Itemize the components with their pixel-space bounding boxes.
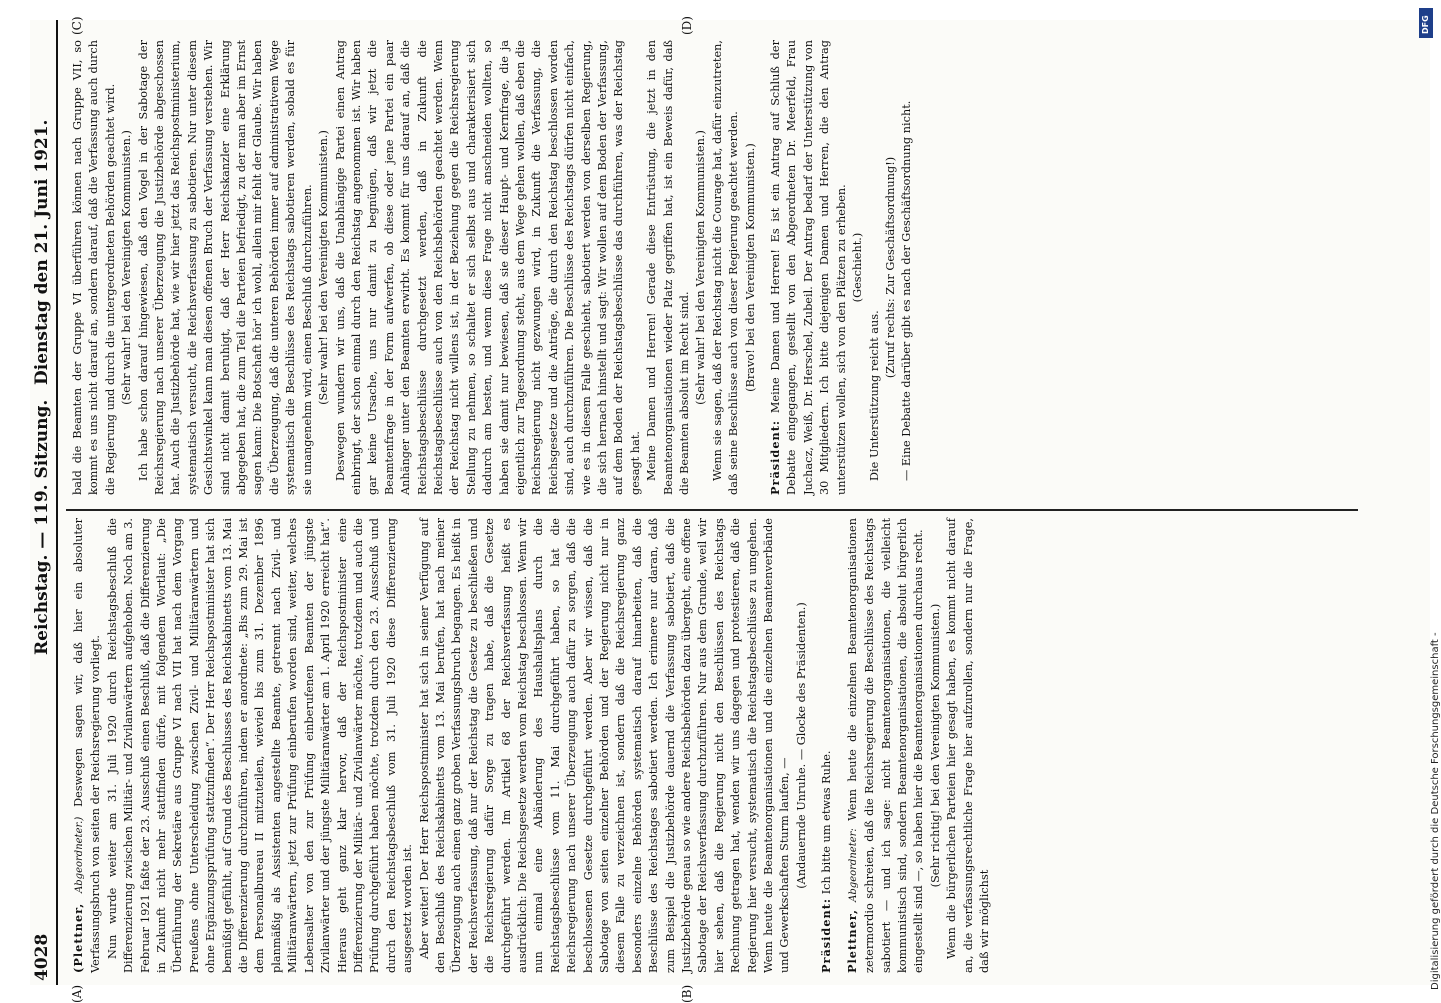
speaker-name: Präsident:	[768, 419, 783, 495]
paragraph: Deswegen wundern wir uns, daß die Unabhängige Partei einen Antrag einbringt, der schon einmal durch den Reichstag angenommen ist. Wir haben gar keine Ursache, uns nur damit zu begnügen, daß wir jetzt die Beamtenfrage in der Form aufwerfen, ob diese oder jene Partei ein paar Anhänger unter den Beamten erwirbt. Es kommt für uns darauf an, daß die Reichstagsbeschlüsse durchgesetzt werden, daß in Zukunft die Reichstagsbeschlüsse auch von den Reichsbehörden geachtet werden. Wenn der Reichstag nicht willens ist, in der Beziehung gegen die Reichsregierung Stellung zu nehmen, so schaltet er sich selbst aus und charakterisiert sich dadurch am besten, und wenn diese Frage nicht anschneiden wollten, so haben sie damit nur bewiesen, daß sie dieser Haupt- und Kernfrage, die ja eigentlich zur Tagesordnung steht, aus dem Wege gehen wollen, daß eben die Reichsregierung nicht gezwungen wird, in Zukunft die Verfassung, die Reichsgesetze und die Anträge, die durch den Reichstag beschlossen worden sind, auch durchzuführen. Die Beschlüsse des Reichstags dürfen nicht einfach, wie es in diesem Falle geschieht, sabotiert werden von derselben Regierung, die sich hernach hinstellt und sagt: Wir wollen auf dem Boden der Verfassung, auf dem Boden der Reichstagsbeschlüsse das durchführen, was der Reichstag gesagt hat.	[333, 40, 642, 495]
interjection: (Bravo! bei den Vereinigten Kommunisten.)	[743, 143, 757, 392]
paragraph: Wenn die bürgerlichen Parteien hier gesagt haben, es kommt nicht darauf an, die verfassungsrechtliche Frage hier aufzurollen, sondern nur die Frage, daß wir möglichst	[945, 518, 991, 973]
margin-mark-d: (D)	[680, 16, 694, 35]
paragraph: Wenn sie sagen, daß der Reichstag nicht die Courage hat, dafür einzutreten, daß seine Beschlüsse auch von dieser Regierung geachtet werden.	[710, 40, 741, 495]
paragraph: — Eine Debatte darüber gibt es nach der Geschäftsordnung nicht.	[900, 100, 914, 481]
speaker-name: Plettner,	[844, 909, 859, 973]
speaker-role: Abgeordneter:	[847, 828, 859, 902]
right-text-column	[70, 40, 1350, 495]
paragraph-text: Ich bitte um etwas Ruhe.	[820, 750, 834, 895]
interjection: (Sehr wahr! bei den Vereinigten Kommunisten.)	[694, 130, 708, 405]
interjection: (Sehr wahr! bei den Vereinigten Kommunisten.)	[120, 130, 134, 405]
paragraph-text: Meine Damen und Herren! Es ist ein Antrag auf Schluß der Debatte eingegangen, gestellt von den Abgeordneten Dr. Meerfeld, Frau Juchacz, Weiß, Dr. Herschel, Zubeil. Der Antrag bedarf der Unterstützung von 30 Mitgliedern. Ich bitte diejenigen Damen und Herren, die den Antrag unterstützen wollen, sich von den Plätzen zu erheben.	[769, 40, 848, 495]
interjection: (Zuruf rechts: Zur Geschäftsordnung!)	[883, 156, 897, 379]
interjection: (Sehr richtig! bei den Vereinigten Kommunisten.)	[928, 603, 942, 888]
interjection: (Sehr wahr! bei den Vereinigten Kommunisten.)	[317, 130, 331, 405]
interjection: (Geschieht.)	[851, 232, 865, 303]
speaker-role: Abgeordneter.)	[74, 816, 85, 893]
paragraph: Ich habe schon darauf hingewiesen, daß den Vogel in der Sabotage der Reichsregierung nach unserer Überzeugung die Justizbehörde abgeschossen hat. Auch die Justizbehörde hat, wie wir hier jetzt das Reichspostministerium, systematisch versucht, die Reichsverfassung zu sabotieren. Nur unter diesem Gesichtswinkel kann man diesen offenen Bruch der Verfassung verstehen. Wir sind nicht damit beruhigt, daß der Herr Reichskanzler eine Erklärung abgegeben hat, die zum Teil die Parteien befriedigt, zu der man aber im Ernst sagen kann: Die Botschaft hör' ich wohl, allein mir fehlt der Glaube. Wir haben die Überzeugung, daß die unteren Behörden immer auf administrativem Wege systematisch die Beschlüsse des Reichstags sabotieren werden, sobald es für sie unangenehm wird, einen Beschluß durchzuführen.	[136, 40, 314, 495]
session-date: Dienstag den 21. Juni 1921.	[32, 119, 52, 385]
margin-mark-a: (A)	[70, 984, 84, 1003]
margin-mark-b: (B)	[680, 984, 694, 1003]
rotated-newspaper-page	[30, 16, 1430, 1003]
paragraph	[818, 518, 835, 973]
paragraph: Meine Damen und Herren! Gerade diese Entrüstung, die jetzt in den Beamtenorganisationen wieder Platz gegriffen hat, ist ein Beweis dafür, daß die Beamten absolut im Recht sind.	[645, 40, 692, 495]
page-number: 4028	[32, 933, 52, 981]
paragraph	[844, 518, 928, 973]
speaker-name: (Plettner,	[71, 902, 85, 973]
paragraph-text: Deswegen sagen wir, daß hier ein absoluter Verfassungsbruch von seiten der Reichsregierung vorliegt.	[72, 518, 103, 973]
paragraph	[70, 518, 105, 973]
page-header	[30, 20, 58, 985]
dfg-logo-text: DFG	[1421, 15, 1430, 34]
credit-text: Digitalisierung gefördert durch die Deutsche Forschungsgemeinschaft -	[1430, 632, 1441, 990]
session-title: Reichstag. — 119. Sitzung.	[32, 399, 52, 655]
paragraph-text: Wenn heute die einzelnen Beamtenorganisationen zetermordio schreien, daß die Reichsregierung die Beschlüsse des Reichstags sabotiert — und ich sage: nicht Beamtenorganisationen, die vielleicht kommunistisch sind, sondern Beamtenorganisationen, die absolut bürgerlich eingestellt sind —, so haben hier die Beamtenorganisationen durchaus recht.	[845, 517, 926, 973]
column-divider	[66, 509, 1358, 511]
paragraph: Die Unterstützung reicht aus.	[867, 310, 881, 481]
interjection: (Andauernde Unruhe. — Glocke des Präsidenten.)	[794, 602, 808, 889]
left-text-column	[70, 518, 1350, 973]
paragraph	[767, 40, 850, 495]
paragraph: Aber weiter! Der Herr Reichspostminister hat sich in seiner Verfügung auf den Beschluß des Reichskabinetts vom 13. Mai berufen, hat nach meiner Überzeugung auch einen ganz groben Verfassungsbruch begangen. Es heißt in der Reichsverfassung, daß nur der Reichstag die Gesetze zu beschließen und die Reichsregierung dafür Sorge zu tragen habe, daß die Gesetze durchgeführt werden. Im Artikel 68 der Reichsverfassung heißt es ausdrücklich: Die Reichsgesetze werden vom Reichstag beschlossen. Wenn wir nun einmal eine Abänderung des Haushaltsplans durch die Reichstagsbeschlüsse vom 11. Mai durchgeführt haben, so hat die Reichsregierung nach unserer Überzeugung auch dafür zu sorgen, daß die beschlossenen Gesetze durchgeführt werden. Aber wir wissen, daß die Sabotage von seiten einzelner Behörden und der Regierung nicht nur in diesem Falle zu verzeichnen ist, sondern daß die Reichsregierung ganz besonders einzelne Behörden systematisch darauf hinarbeiten, daß die Beschlüsse des Reichstages sabotiert werden. Ich erinnere nur daran, daß zum Beispiel die Justizbehörde dauernd die Verfassung sabotiert, daß die Justizbehörde genau so wie andere Reichsbehörden dazu übergeht, eine offene Sabotage der Reichsverfassung durchzuführen. Nur aus dem Grunde, weil wir hier sehen, daß die Regierung nicht den Beschlüssen des Reichstags Rechnung getragen hat, wenden wir uns dagegen und protestieren, daß die Regierung hier versucht, systematisch die Reichstagsbeschlüsse zu umgehen. Wenn heute die Beamtenorganisationen und die einzelnen Beamtenverbände und Gewerkschaften Sturm laufen, —	[417, 518, 792, 973]
paragraph: Nun wurde weiter am 31. Juli 1920 durch Reichstagsbeschluß die Differenzierung zwischen Militär- und Zivilanwärtern aufgehoben. Noch am 3. Februar 1921 faßte der 23. Ausschuß einen Beschluß, daß die Differenzierung in Zukunft nicht mehr stattfinden dürfe, mit folgendem Wortlaut: „Die Überführung der Sekretäre aus Gruppe VI nach VII hat nach dem Vorgang Preußens ohne Unterscheidung zwischen Zivil- und Militäranwärtern und ohne Ergänzungsprüfung stattzufinden“. Der Herr Reichspostminister hat sich bemüßigt gefühlt, auf Grund des Beschlusses des Reichskabinetts vom 13. Mai die Differenzierung durchzuführen, indem er anordnete: „Bis zum 29. Mai ist dem Personalbureau II mitzuteilen, wieviel bis zum 31. Dezember 1896 planmäßig als Assistenten angestellte Beamte, getrennt nach Zivil- und Militäranwärtern, jetzt zur Prüfung einberufen worden sind, weiter, welches Lebensalter von den zur Prüfung einberufenen Beamten der jüngste Zivilanwärter und der jüngste Militäranwärter am 1. April 1920 erreicht hat“. Hieraus geht ganz klar hervor, daß der Reichspostminister eine Differenzierung der Militär- und Zivilanwärter möchte, trotzdem und auch die Prüfung durchgeführt haben möchte, trotzdem durch den 23. Ausschuß und durch den Reichstagsbeschluß vom 31. Juli 1920 diese Differenzierung ausgesetzt worden ist.	[105, 518, 415, 973]
speaker-name: Präsident:	[819, 897, 834, 973]
digitization-credit	[1418, 110, 1441, 990]
dfg-logo	[1419, 8, 1433, 38]
paragraph: bald die Beamten der Gruppe VI überführen können nach Gruppe VII, so kommt es uns nicht darauf an, sondern darauf, daß die Verfassung auch durch die Regierung und durch die untergeordneten Behörden geachtet wird.	[71, 40, 117, 495]
margin-mark-c: (C)	[70, 16, 84, 35]
